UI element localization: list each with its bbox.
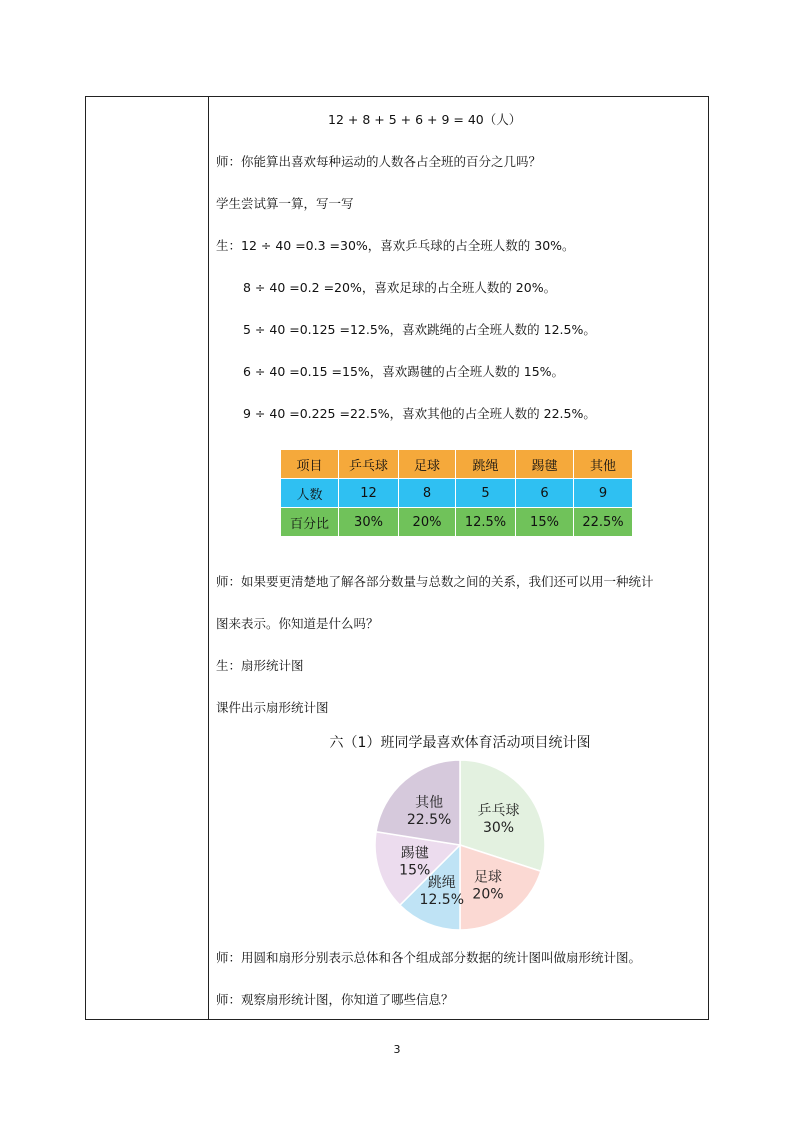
table-cell: 6 <box>516 479 574 508</box>
table-row-header <box>281 450 633 479</box>
calc-line-5: 9 ÷ 40 =0.225 =22.5%，喜欢其他的占全班人数的 22.5%。 <box>243 406 596 421</box>
table-cell: 12.5% <box>456 508 516 537</box>
table-cell: 踢毽 <box>516 450 574 479</box>
definition-line: 师：用圆和扇形分别表示总体和各个组成部分数据的统计图叫做扇形统计图。 <box>216 950 642 965</box>
table-cell: 项目 <box>281 450 339 479</box>
pie-category-label: 足球 <box>473 869 502 886</box>
table-cell: 9 <box>574 479 633 508</box>
pie-category-label: 踢毽 <box>400 845 429 862</box>
calc-line-2: 8 ÷ 40 =0.2 =20%，喜欢足球的占全班人数的 20%。 <box>243 280 557 295</box>
table-row-percent <box>281 508 633 537</box>
student-answer: 生：扇形统计图 <box>216 658 304 673</box>
table-cell: 15% <box>516 508 574 537</box>
sum-equation: 12 + 8 + 5 + 6 + 9 = 40（人） <box>328 112 522 127</box>
pie-chart <box>360 750 560 940</box>
table-cell: 乒乓球 <box>339 450 399 479</box>
table-cell: 22.5% <box>574 508 633 537</box>
teacher-question-1: 师：你能算出喜欢每种运动的人数各占全班的百分之几吗？ <box>216 154 542 169</box>
table-cell: 20% <box>399 508 456 537</box>
table-cell: 30% <box>339 508 399 537</box>
table-cell: 8 <box>399 479 456 508</box>
table-cell: 5 <box>456 479 516 508</box>
student-try-line: 学生尝试算一算，写一写 <box>216 196 354 211</box>
table-cell: 足球 <box>399 450 456 479</box>
pie-percent-label: 22.5% <box>406 811 452 828</box>
calc-line-4: 6 ÷ 40 =0.15 =15%，喜欢踢毽的占全班人数的 15%。 <box>243 364 565 379</box>
teacher-question-2a: 师：如果要更清楚地了解各部分数量与总数之间的关系，我们还可以用一种统计 <box>216 574 654 589</box>
table-row-count <box>281 479 633 508</box>
pie-category-label: 其他 <box>415 794 444 811</box>
calc-line-1: 生：12 ÷ 40 =0.3 =30%，喜欢乒乓球的占全班人数的 30%。 <box>216 238 575 253</box>
pie-percent-label: 15% <box>399 862 431 879</box>
courseware-line: 课件出示扇形统计图 <box>216 700 329 715</box>
pie-percent-label: 20% <box>472 886 504 903</box>
calc-line-3: 5 ÷ 40 =0.125 =12.5%，喜欢跳绳的占全班人数的 12.5%。 <box>243 322 596 337</box>
column-divider <box>208 97 209 1019</box>
pie-category-label: 跳绳 <box>427 874 456 891</box>
page-number: 3 <box>393 1043 401 1056</box>
chart-title: 六（1）班同学最喜欢体育活动项目统计图 <box>329 735 591 751</box>
pie-percent-label: 30% <box>482 820 515 837</box>
pie-percent-label: 12.5% <box>419 891 465 908</box>
table-cell: 人数 <box>281 479 339 508</box>
table-cell: 百分比 <box>281 508 339 537</box>
pie-category-label: 乒乓球 <box>477 803 520 820</box>
table-cell: 跳绳 <box>456 450 516 479</box>
table-cell: 12 <box>339 479 399 508</box>
table-cell: 其他 <box>574 450 633 479</box>
teacher-question-3: 师：观察扇形统计图，你知道了哪些信息？ <box>216 992 454 1007</box>
teacher-question-2b: 图来表示。你知道是什么吗？ <box>216 616 379 631</box>
stats-table <box>280 449 633 537</box>
